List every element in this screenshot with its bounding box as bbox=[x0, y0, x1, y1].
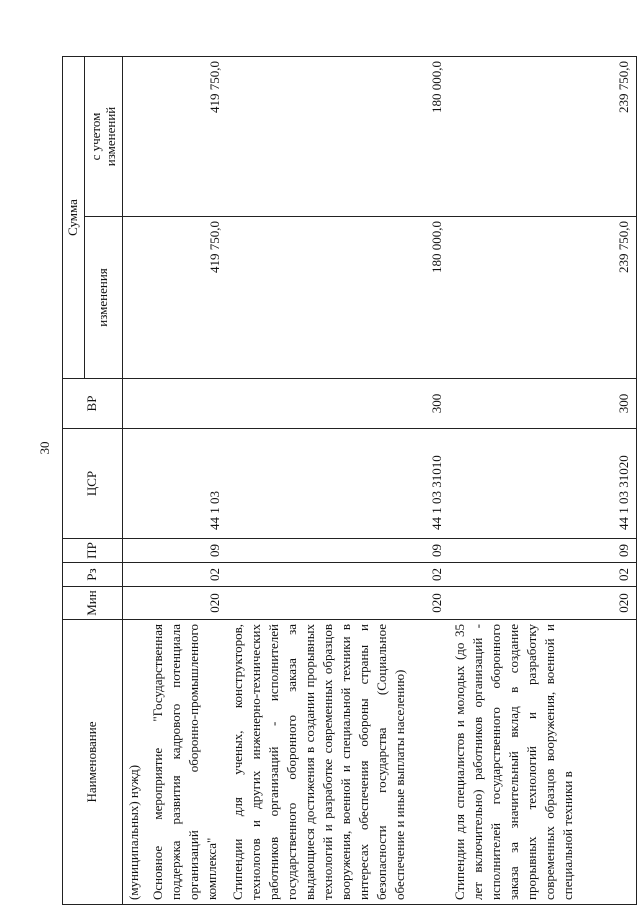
row-min: 020 bbox=[147, 587, 227, 620]
table-row bbox=[227, 57, 449, 905]
row-name: Стипендии для ученых, конструкторов, технологов и других инженерно-технических работников организаций - исполнителей государственного оборонного заказа за выдающиеся достижения в создании прорывных технологий и разработке современных образцов вооружения, военной и специальной техники в интересах обеспечения обороны страны и безопасности государства (Социальное обеспечение и иные выплаты населению) bbox=[227, 620, 449, 905]
row-changes: 180 000,0 bbox=[227, 217, 449, 379]
row-changes: 419 750,0 bbox=[147, 217, 227, 379]
header-name: Наименование bbox=[63, 620, 123, 905]
header-sum: Сумма bbox=[63, 57, 85, 379]
header-min: Мин bbox=[63, 587, 123, 620]
row-csr: 44 1 03 31020 bbox=[449, 429, 637, 539]
row-vr bbox=[123, 379, 147, 429]
header-changes: изменения bbox=[85, 217, 123, 379]
row-vr bbox=[147, 379, 227, 429]
row-name: Стипендии для специалистов и молодых (до 35 лет включительно) работников организаций - исполнителей государственного оборонного заказа за значительный вклад в создание прорывных технологий и разработку современных образцов вооружения, военной и специальной техники в bbox=[449, 620, 637, 905]
row-vr: 300 bbox=[227, 379, 449, 429]
row-name: Основное мероприятие "Государственная поддержка развития кадрового потенциала организаций оборонно-промышленного комплекса" bbox=[147, 620, 227, 905]
header-vr: ВР bbox=[63, 379, 123, 429]
row-with-changes: 419 750,0 bbox=[147, 57, 227, 217]
row-rz: 02 bbox=[227, 563, 449, 587]
row-min bbox=[123, 587, 147, 620]
header-csr: ЦСР bbox=[63, 429, 123, 539]
row-changes: 239 750,0 bbox=[449, 217, 637, 379]
row-pr: 09 bbox=[147, 539, 227, 563]
table-row bbox=[147, 57, 227, 905]
row-rz: 02 bbox=[147, 563, 227, 587]
row-pr: 09 bbox=[227, 539, 449, 563]
budget-table bbox=[62, 56, 637, 905]
row-min: 020 bbox=[227, 587, 449, 620]
header-pr: ПР bbox=[63, 539, 123, 563]
table-row bbox=[123, 57, 147, 905]
row-min: 020 bbox=[449, 587, 637, 620]
row-changes bbox=[123, 217, 147, 379]
page-number: 30 bbox=[37, 441, 52, 455]
table-row bbox=[449, 57, 637, 905]
row-csr: 44 1 03 31010 bbox=[227, 429, 449, 539]
row-with-changes: 180 000,0 bbox=[227, 57, 449, 217]
row-with-changes: 239 750,0 bbox=[449, 57, 637, 217]
row-csr bbox=[123, 429, 147, 539]
header-with-changes: с учетом изменений bbox=[85, 57, 123, 217]
header-rz: Рз bbox=[63, 563, 123, 587]
row-rz: 02 bbox=[449, 563, 637, 587]
row-pr: 09 bbox=[449, 539, 637, 563]
row-pr bbox=[123, 539, 147, 563]
row-csr: 44 1 03 bbox=[147, 429, 227, 539]
row-with-changes bbox=[123, 57, 147, 217]
row-rz bbox=[123, 563, 147, 587]
row-vr: 300 bbox=[449, 379, 637, 429]
row-name: (муниципальных) нужд) bbox=[123, 620, 147, 905]
rotated-table-container bbox=[62, 57, 636, 905]
